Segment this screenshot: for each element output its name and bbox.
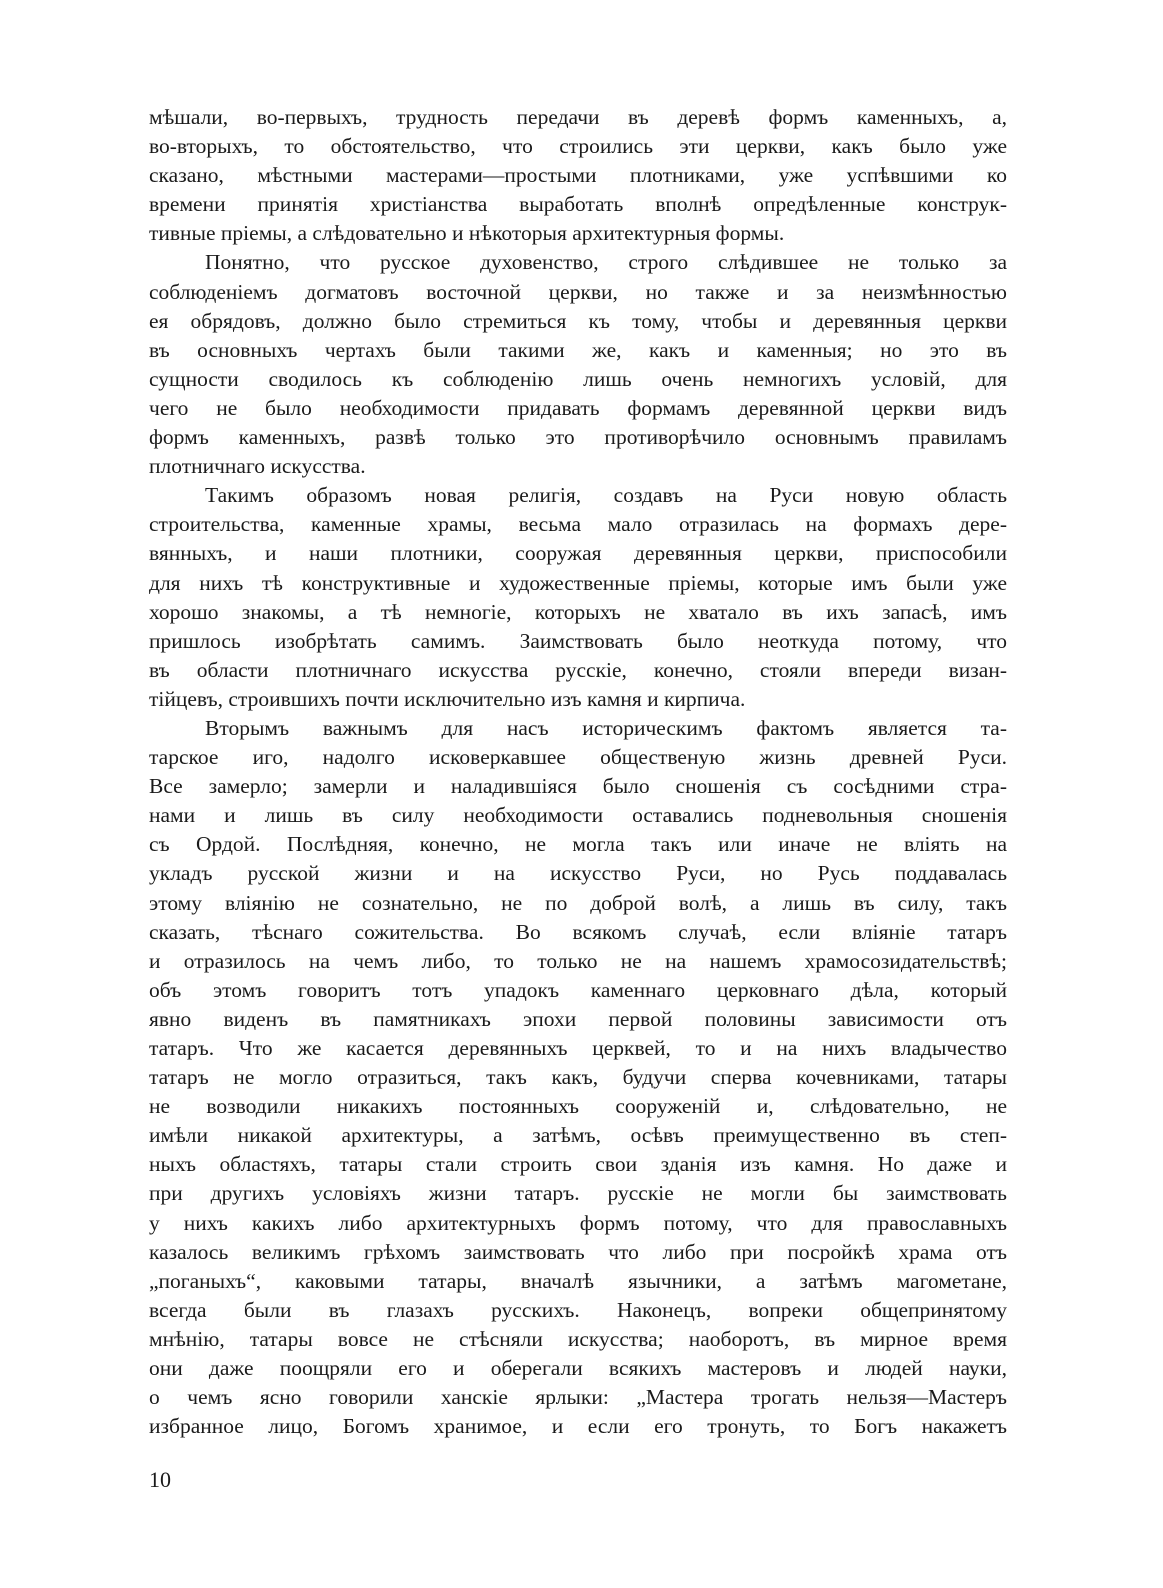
- text-line: Вторымъ важнымъ для насъ историческимъ фактомъ является та-: [205, 715, 1007, 740]
- text-line: татаръ. Что же касается деревянныхъ церквей, то и на нихъ владычество: [149, 1036, 1007, 1060]
- text-line: явно виденъ въ памятникахъ эпохи первой половины зависимости отъ: [149, 1006, 1007, 1031]
- paragraph: [149, 481, 1007, 714]
- page-number: 10: [149, 1467, 171, 1492]
- text-line: ныхъ областяхъ, татары стали строить свои зданія изъ камня. Но даже и: [149, 1152, 1007, 1177]
- text-line: для нихъ тѣ конструктивные и художественные пріемы, которые имъ были уже: [149, 570, 1007, 595]
- text-line: соблюденіемъ догматовъ восточной церкви, но также и за неизмѣнностью: [149, 279, 1007, 304]
- text-line: тарское иго, надолго исковеркавшее общественую жизнь древней Руси.: [149, 745, 1007, 770]
- text-line: Понятно, что русское духовенство, строго слѣдившее не только за: [205, 250, 1007, 275]
- text-line: тійцевъ, строившихъ почти исключительно изъ камня и кирпича.: [149, 686, 746, 711]
- text-line: этому вліянію не сознательно, не по доброй волѣ, а лишь въ силу, такъ: [149, 890, 1007, 915]
- text-line: не возводили никакихъ постоянныхъ сооруженій и, слѣдовательно, не: [149, 1094, 1007, 1119]
- text-line: чего не было необходимости придавать формамъ деревянной церкви видъ: [149, 395, 1007, 420]
- text-line: имѣли никакой архитектуры, а затѣмъ, осѣвъ преимущественно въ степ-: [149, 1123, 1007, 1148]
- text-line: вянныхъ, и наши плотники, сооружая деревянныя церкви, приспособили: [149, 541, 1007, 566]
- text-line: во-вторыхъ, то обстоятельство, что строились эти церкви, какъ было уже: [149, 134, 1007, 159]
- paragraph: [149, 714, 1007, 1441]
- text-line: тивные пріемы, а слѣдовательно и нѣкоторыя архитектурныя формы.: [149, 221, 785, 246]
- text-line: ея обрядовъ, должно было стремиться къ тому, чтобы и деревянныя церкви: [149, 308, 1007, 333]
- text-line: при другихъ условіяхъ жизни татаръ. русскіе не могли бы заимствовать: [149, 1181, 1007, 1206]
- text-line: пришлось изобрѣтать самимъ. Заимствовать было неоткуда потому, что: [149, 628, 1007, 653]
- body-text: [149, 103, 1007, 1441]
- text-line: мѣшали, во-первыхъ, трудность передачи въ деревѣ формъ каменныхъ, а,: [149, 105, 1007, 129]
- paragraph: [149, 103, 1007, 248]
- text-line: въ области плотничнаго искусства русскіе, конечно, стояли впереди визан-: [149, 657, 1007, 682]
- text-line: и отразилось на чемъ либо, то только не на нашемъ храмосозидательствѣ;: [149, 948, 1007, 973]
- text-line: съ Ордой. Послѣдняя, конечно, не могла такъ или иначе не вліять на: [149, 832, 1007, 857]
- text-line: времени принятія христіанства выработать вполнѣ опредѣленные конструк-: [149, 192, 1007, 217]
- text-line: избранное лицо, Богомъ хранимое, и если его тронуть, то Богъ накажетъ: [149, 1414, 1007, 1439]
- text-line: объ этомъ говоритъ тотъ упадокъ каменнаго церковнаго дѣла, который: [149, 977, 1007, 1002]
- text-line: укладъ русской жизни и на искусство Руси, но Русь поддавалась: [149, 861, 1007, 886]
- text-line: у нихъ какихъ либо архитектурныхъ формъ потому, что для православныхъ: [149, 1210, 1007, 1235]
- text-line: сущности сводилось къ соблюденію лишь очень немногихъ условій, для: [149, 366, 1007, 391]
- text-line: формъ каменныхъ, развѣ только это противорѣчило основнымъ правиламъ: [149, 425, 1007, 450]
- text-line: Все замерло; замерли и наладившіяся было сношенія съ сосѣдними стра-: [149, 774, 1007, 799]
- text-line: плотничнаго искусства.: [149, 454, 366, 479]
- text-line: казалось великимъ грѣхомъ заимствовать что либо при посройкѣ храма отъ: [149, 1239, 1007, 1264]
- text-line: нами и лишь въ силу необходимости оставались подневольныя сношенія: [149, 803, 1007, 828]
- text-line: татаръ не могло отразиться, такъ какъ, будучи сперва кочевниками, татары: [149, 1065, 1007, 1090]
- text-line: они даже поощряли его и оберегали всякихъ мастеровъ и людей науки,: [149, 1356, 1007, 1381]
- text-line: въ основныхъ чертахъ были такими же, какъ и каменныя; но это въ: [149, 337, 1007, 362]
- text-line: хорошо знакомы, а тѣ немногіе, которыхъ не хватало въ ихъ запасѣ, имъ: [149, 599, 1007, 624]
- text-line: сказано, мѣстными мастерами—простыми плотниками, уже успѣвшими ко: [149, 163, 1007, 188]
- text-line: Такимъ образомъ новая религія, создавъ на Руси новую область: [205, 483, 1007, 508]
- text-line: всегда были въ глазахъ русскихъ. Наконецъ, вопреки общепринятому: [149, 1297, 1007, 1322]
- text-line: строительства, каменные храмы, весьма мало отразилась на формахъ дере-: [149, 512, 1007, 537]
- text-line: о чемъ ясно говорили ханскіе ярлыки: „Мастера трогать нельзя—Мастеръ: [149, 1385, 1007, 1410]
- paragraph: [149, 248, 1007, 481]
- text-line: мнѣнію, татары вовсе не стѣсняли искусства; наоборотъ, въ мирное время: [149, 1326, 1007, 1351]
- text-line: сказать, тѣснаго сожительства. Во всякомъ случаѣ, если вліяніе татаръ: [149, 919, 1007, 944]
- text-line: „поганыхъ“, каковыми татары, вначалѣ язычники, а затѣмъ магометане,: [149, 1268, 1007, 1293]
